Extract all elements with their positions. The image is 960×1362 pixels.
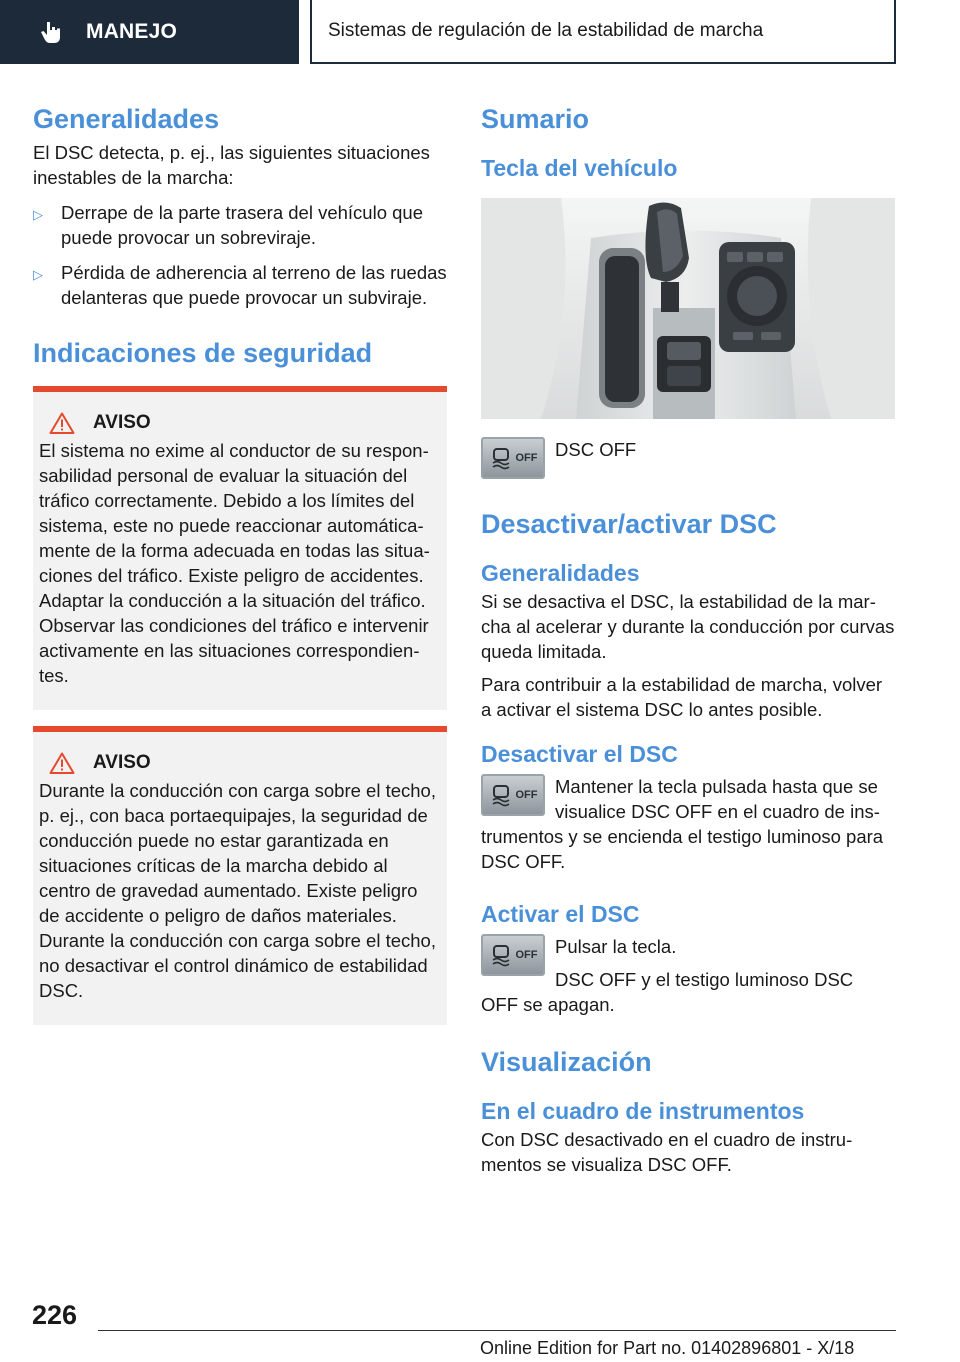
section-label: MANEJO: [86, 20, 178, 43]
intro-text: El DSC detecta, p. ej., las siguientes situaciones inestables de la marcha:: [33, 142, 430, 188]
key-label: DSC OFF: [555, 439, 637, 460]
heading-generalidades: Generalidades: [33, 104, 220, 134]
triangle-bullet-icon: ▷: [33, 267, 43, 282]
list-item: [33, 200, 447, 250]
off-label: OFF: [515, 452, 538, 464]
paragraph: Si se desactiva el DSC, la estabilidad de la marcha al acelerar y durante la conducción por curvas queda limitada.: [481, 591, 895, 662]
dsc-off-button-icon: [481, 774, 545, 816]
console-illustration: [481, 198, 895, 419]
activate-text: Pulsar la tecla.: [555, 936, 677, 957]
key-row: [481, 437, 895, 479]
warning-title: AVISO: [93, 412, 151, 433]
deactivate-text: Mantener la tecla pulsada hasta que se visualice DSC OFF en el cuadro de instrumentos y se encienda el testigo luminoso para DSC OFF.: [481, 776, 884, 872]
right-column: [481, 100, 895, 1177]
list-item: [33, 260, 447, 310]
warning-box: [33, 386, 447, 710]
bullet-text: Derrape de la parte trasera del vehículo que puede provocar un sobreviraje.: [61, 202, 423, 248]
skid-car-icon: [489, 783, 513, 807]
skid-car-icon: [489, 446, 513, 470]
warning-box: [33, 726, 447, 1025]
warning-triangle-icon: [49, 412, 75, 434]
heading-generalidades-dsc: Generalidades: [481, 560, 640, 586]
heading-deactivate: Desactivar el DSC: [481, 741, 678, 767]
paragraph: Para contribuir a la estabilidad de marcha, volver a activar el sistema DSC lo antes posible.: [481, 674, 883, 720]
off-label: OFF: [515, 789, 538, 801]
warning-triangle-icon: [49, 752, 75, 774]
cluster-text: Con DSC desactivado en el cuadro de instrumentos se visualiza DSC OFF.: [481, 1129, 853, 1175]
left-column: [33, 100, 447, 1025]
center-console-photo: [481, 198, 895, 419]
triangle-bullet-icon: ▷: [33, 207, 43, 222]
footer-divider: [98, 1330, 896, 1331]
section-tab: [0, 0, 299, 64]
heading-activate: Activar el DSC: [481, 901, 640, 927]
warning-title: AVISO: [93, 752, 151, 773]
bullet-text: Pérdida de adherencia al terreno de las ruedas delanteras que puede provocar un subviraje.: [61, 262, 447, 308]
activate-text: DSC OFF y el testigo luminoso DSC OFF se apagan.: [481, 969, 854, 1015]
heading-tecla: Tecla del vehículo: [481, 155, 678, 181]
heading-sumario: Sumario: [481, 104, 590, 134]
page-number: 226: [32, 1300, 78, 1330]
dsc-off-button-icon: [481, 437, 545, 479]
heading-visualizacion: Visualización: [481, 1047, 652, 1077]
chapter-title: Sistemas de regulación de la estabilidad de marcha: [328, 20, 764, 41]
warning-text: Durante la conducción con carga sobre el techo, p. ej., con baca portaequipajes, la seguridad de conducción puede no estar garantizada en situaciones críticas de la marcha debido al centro de gravedad aumentado. Existe peligro de accidente o peligro de daños materiales. Durante la conducción con carga sobre el techo, no desactivar el control dinámico de estabilidad DSC.: [39, 780, 436, 1001]
edition-note: Online Edition for Part no. 01402896801 - X/18: [480, 1338, 855, 1358]
deactivate-block: [481, 774, 895, 874]
chapter-header: [310, 0, 896, 64]
skid-car-icon: [489, 943, 513, 967]
dsc-off-button-icon: [481, 934, 545, 976]
activate-block: [481, 934, 895, 1017]
heading-toggle-dsc: Desactivar/activar DSC: [481, 509, 777, 539]
heading-cluster: En el cuadro de instrumentos: [481, 1098, 805, 1124]
warning-text: El sistema no exime al conductor de su responsabilidad personal de evaluar la situación del tráfico correctamente. Debido a los límites del sistema, este no puede reaccionar automáticamente de la forma adecuada en todas las situaciones del tráfico. Existe peligro de accidentes. Adaptar la conducción a la situación del tráfico. Observar las condiciones del tráfico e intervenir activamente en las situaciones correspondientes.: [39, 440, 430, 686]
off-label: OFF: [515, 949, 538, 961]
hand-icon: [38, 19, 64, 45]
heading-safety: Indicaciones de seguridad: [33, 338, 373, 368]
